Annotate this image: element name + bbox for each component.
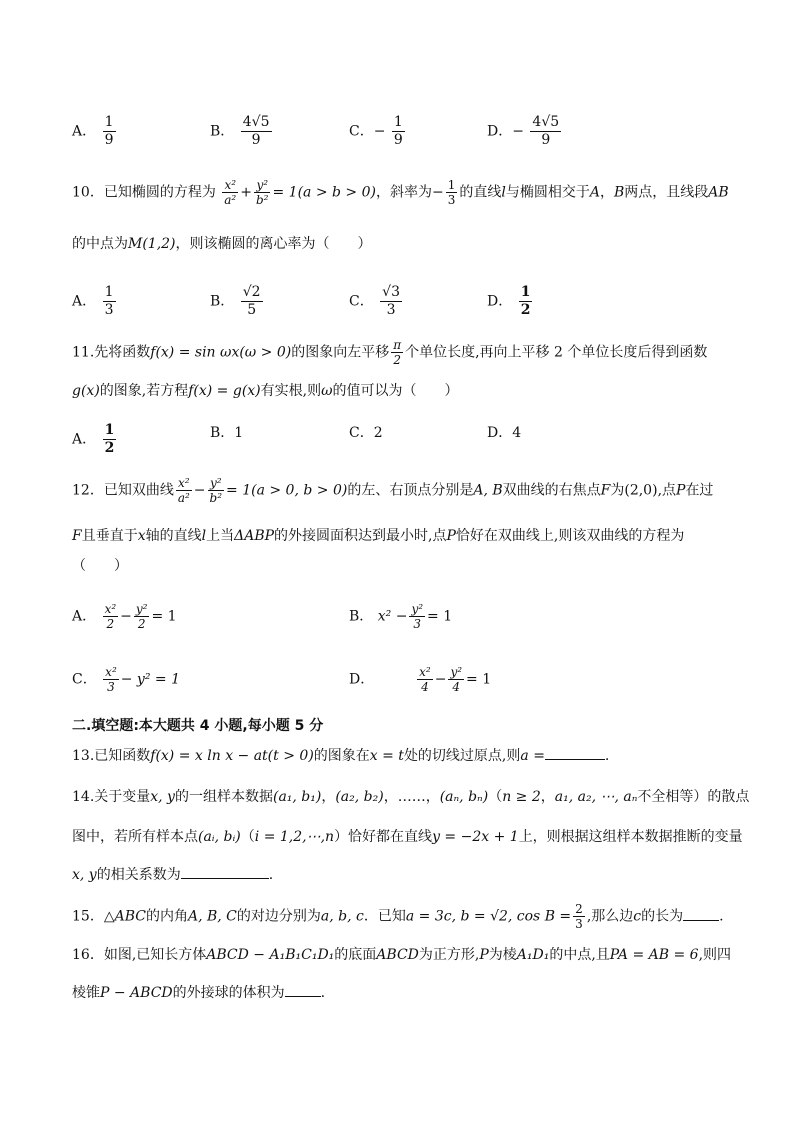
- denominator: 3: [386, 302, 396, 318]
- text: 的底面: [334, 947, 377, 963]
- q10-option-a[interactable]: [72, 284, 118, 319]
- denominator: 2: [393, 353, 401, 367]
- q10-option-b[interactable]: [210, 284, 265, 319]
- option-label: A．: [72, 293, 97, 310]
- numerator: y²: [450, 665, 463, 679]
- option-label: D．: [349, 671, 375, 688]
- numerator: 1: [393, 114, 403, 130]
- numerator: 2: [575, 902, 583, 916]
- equation: a =: [520, 748, 545, 764]
- fraction: [530, 114, 561, 149]
- line-equation: y = −2x + 1: [432, 829, 519, 845]
- fraction: [417, 665, 433, 694]
- point-m: M(1,2): [128, 236, 176, 252]
- text: 的值可以为（ ）: [332, 383, 459, 399]
- var-f: F: [600, 482, 611, 499]
- q9-option-d[interactable]: [487, 114, 563, 149]
- var-p: P: [479, 947, 489, 963]
- text: 的图象向左平移: [291, 344, 390, 361]
- var-b: B: [613, 184, 625, 201]
- denominator: 2: [104, 440, 115, 456]
- text: .: [719, 908, 724, 925]
- text: 上，则根据这组样本数据推断的变量: [518, 829, 743, 845]
- text: 两点，且线段: [624, 184, 709, 201]
- q15-stem: [72, 902, 724, 931]
- equation: x² −: [377, 608, 408, 625]
- triangle: ABC: [114, 908, 146, 925]
- text: 的图象,若方程: [99, 383, 189, 399]
- equation: = 1(a > 0, b > 0): [226, 482, 348, 499]
- denominator: 3: [107, 680, 115, 694]
- denominator: 3: [104, 302, 114, 318]
- numerator: 4√5: [532, 114, 560, 130]
- q12-stem-line2: [72, 525, 684, 547]
- numerator: x²: [419, 665, 431, 679]
- var-omega: ω: [321, 383, 333, 399]
- numerator: x²: [176, 476, 192, 491]
- answer-blank[interactable]: [181, 864, 269, 879]
- denominator: 2: [137, 617, 146, 631]
- denominator: 9: [393, 132, 403, 148]
- text: 13.已知函数: [72, 748, 151, 764]
- fraction: [380, 284, 402, 319]
- minus-sign: −: [434, 671, 447, 688]
- sample-point: (a₂, b₂): [335, 789, 384, 805]
- denominator: 2: [520, 302, 531, 318]
- option-label: D．: [487, 293, 513, 310]
- q11-option-b[interactable]: [210, 422, 243, 444]
- function-f: f(x) = sin ωx(ω > 0): [150, 344, 292, 361]
- fraction: [103, 422, 117, 457]
- q12-option-c[interactable]: [72, 665, 180, 694]
- q10-stem-line2: [72, 233, 372, 255]
- option-value: 2: [373, 425, 383, 441]
- minus-sign: −: [512, 123, 524, 140]
- q11-stem-line1: [72, 338, 707, 367]
- option-value: 4: [512, 425, 522, 441]
- denominator: 3: [575, 917, 583, 931]
- edge: A₁D₁: [516, 947, 550, 963]
- var-x: x: [137, 528, 146, 544]
- denominator: a²: [224, 193, 237, 207]
- text: ，: [540, 789, 555, 805]
- denominator: 5: [247, 302, 257, 318]
- text: 的对边分别为: [236, 908, 321, 925]
- base: ABCD: [376, 947, 419, 963]
- text: 的一组样本数据: [174, 789, 273, 805]
- var-c: c: [633, 908, 642, 925]
- fraction: [208, 476, 225, 505]
- numerator: 1: [104, 284, 114, 300]
- q16-stem-line1: [72, 944, 731, 966]
- q14-stem-line2: [72, 826, 743, 848]
- q14-stem-line3: [72, 864, 273, 886]
- numerator: 1: [447, 178, 456, 192]
- minus-sign: −: [373, 123, 386, 140]
- text: 处的切线过原点,则: [403, 748, 521, 764]
- text: .: [320, 985, 326, 1001]
- option-label: C．: [349, 293, 374, 310]
- q11-option-c[interactable]: [349, 422, 383, 444]
- condition: n ≥ 2: [502, 789, 541, 805]
- text: ，: [321, 789, 336, 805]
- q12-option-b[interactable]: [349, 602, 452, 631]
- text: 16．如图,已知长方体: [72, 947, 207, 963]
- sides: a, b, c: [320, 908, 364, 925]
- fraction: [176, 476, 192, 505]
- text: 的外接圆面积达到最小时,点: [274, 528, 447, 544]
- text: 与椭圆相交于: [505, 184, 590, 201]
- var-p: P: [676, 482, 686, 499]
- fraction: [222, 178, 238, 207]
- text: 15．△: [72, 908, 115, 925]
- numerator: √2: [242, 284, 261, 300]
- text: 的中点为: [72, 236, 128, 252]
- denominator: 9: [104, 132, 114, 148]
- fraction: [241, 114, 272, 149]
- minus-sign: −: [120, 608, 132, 625]
- equation: = 1: [151, 608, 177, 625]
- text: ,则四: [698, 947, 732, 963]
- numerator: 1: [104, 422, 115, 438]
- text: 为正方形,: [418, 947, 480, 963]
- fraction: [103, 284, 116, 319]
- text: ，则该椭圆的离心率为（ ）: [175, 236, 372, 252]
- text: 的左、右顶点分别是: [347, 482, 474, 499]
- fraction: [519, 284, 533, 319]
- q11-option-a[interactable]: [72, 422, 118, 457]
- denominator: 3: [413, 617, 422, 631]
- text: 12．已知双曲线: [72, 482, 174, 499]
- minus-sign: −: [431, 184, 444, 201]
- option-label: B．: [210, 123, 235, 140]
- equation: = 1: [466, 671, 492, 688]
- q9-option-b[interactable]: [210, 114, 274, 149]
- text: 的直线: [459, 184, 502, 201]
- option-label: C．: [72, 671, 97, 688]
- text: 在过: [685, 482, 714, 499]
- answer-blank[interactable]: [285, 982, 321, 997]
- denominator: 9: [251, 132, 261, 148]
- sample-point: (aᵢ, bᵢ): [198, 829, 241, 845]
- q9-option-c[interactable]: [349, 114, 407, 149]
- text: ，斜率为: [375, 184, 432, 201]
- option-label: A．: [72, 608, 97, 625]
- text: 个单位长度,再向上平移 2 个单位长度后得到函数: [405, 344, 708, 361]
- denominator: a²: [177, 491, 190, 505]
- numerator: 1: [104, 114, 114, 130]
- text: 的外接球的体积为: [172, 985, 285, 1001]
- text: 14.关于变量: [72, 789, 151, 805]
- text: （: [240, 829, 255, 845]
- fraction: [573, 902, 585, 931]
- q10-prefix: 10．已知椭圆的方程为: [72, 184, 216, 201]
- option-label: A．: [72, 123, 97, 140]
- q10-stem-line1: [72, 178, 729, 207]
- var-p: P: [446, 528, 456, 544]
- q10-option-d[interactable]: [487, 284, 534, 319]
- angles: A, B, C: [187, 908, 237, 925]
- option-label: A．: [72, 431, 97, 448]
- text: 的内角: [145, 908, 188, 925]
- text: ．已知: [363, 908, 406, 925]
- numerator: 1: [520, 284, 531, 300]
- text: .: [604, 748, 610, 764]
- text: ，: [425, 789, 440, 805]
- numerator: y²: [208, 476, 225, 491]
- option-value: 1: [234, 425, 244, 441]
- text: 且垂直于: [81, 528, 138, 544]
- option-label: D．: [487, 425, 513, 441]
- text: （: [488, 789, 503, 805]
- numerator: y²: [411, 602, 424, 616]
- sample-point: (a₁, b₁): [272, 789, 322, 805]
- denominator: 4: [421, 680, 429, 694]
- var-l: l: [501, 184, 506, 201]
- numerator: √3: [382, 284, 400, 300]
- denominator: 3: [447, 193, 456, 207]
- denominator: 9: [541, 132, 551, 148]
- denominator: b²: [209, 491, 223, 505]
- q10-option-c[interactable]: [349, 284, 404, 319]
- fraction: [103, 602, 119, 631]
- option-label: C．: [349, 123, 374, 140]
- text: 11.先将函数: [72, 344, 151, 361]
- ellipsis: ……: [397, 789, 426, 805]
- text: ）恰好都在直线: [334, 829, 433, 845]
- numerator: y²: [254, 178, 271, 193]
- text: 为棱: [488, 947, 517, 963]
- denominator: 4: [452, 680, 461, 694]
- option-label: C．: [349, 425, 374, 441]
- var-ab: AB: [708, 184, 729, 201]
- plus-sign: +: [240, 184, 252, 201]
- equation: = 1(a > b > 0): [272, 184, 376, 201]
- equation: − y² = 1: [120, 671, 180, 688]
- denominator: 2: [106, 617, 115, 631]
- denominator: b²: [255, 193, 269, 207]
- fraction: [103, 114, 116, 149]
- solid: ABCD − A₁B₁C₁D₁: [206, 947, 335, 963]
- fraction: [392, 114, 405, 149]
- q12-stem-line3: [72, 555, 128, 577]
- answer-blank[interactable]: [545, 745, 605, 760]
- answer-bracket: （ ）: [72, 558, 128, 574]
- text: 为: [610, 482, 625, 499]
- answer-blank[interactable]: [683, 906, 719, 921]
- text: 的长为: [641, 908, 684, 925]
- fraction: [446, 178, 458, 207]
- text: 的中点,且: [549, 947, 610, 963]
- text: ,那么边: [586, 908, 634, 925]
- q12-option-d[interactable]: [349, 665, 491, 694]
- numerator: x²: [222, 178, 238, 193]
- text: 图中，若所有样本点: [72, 829, 198, 845]
- q12-option-a[interactable]: [72, 602, 177, 631]
- q11-stem-line2: [72, 380, 459, 402]
- text: 的图象在: [313, 748, 370, 764]
- q11-option-d[interactable]: [487, 422, 521, 444]
- fraction: [103, 665, 119, 694]
- text: ，: [599, 184, 614, 201]
- sequence: a₁, a₂, ⋯, aₙ: [554, 789, 638, 805]
- vars-xy: x, y: [72, 867, 97, 883]
- fraction: [448, 665, 464, 694]
- equation: PA = AB = 6: [609, 947, 699, 963]
- point: (2,0): [624, 482, 658, 499]
- numerator: y²: [135, 602, 148, 616]
- text: ,点: [657, 482, 677, 499]
- numerator: π: [393, 338, 402, 352]
- function-f: f(x) = x ln x − at(t > 0): [150, 748, 314, 764]
- option-label: B．: [349, 608, 374, 625]
- vars-xy: x, y: [150, 789, 175, 805]
- text: 轴的直线: [145, 528, 202, 544]
- option-label: B．: [210, 293, 235, 310]
- minus-sign: −: [193, 482, 206, 499]
- text: 双曲线的右焦点: [502, 482, 601, 499]
- fraction: [254, 178, 271, 207]
- text: 的相关系数为: [96, 867, 181, 883]
- text: .: [268, 867, 274, 883]
- q12-stem-line1: [72, 476, 713, 505]
- equation: x = t: [369, 748, 404, 764]
- text: 恰好在双曲线上,则该双曲线的方程为: [455, 528, 685, 544]
- equation: a = 3c, b = √2, cos B =: [405, 908, 572, 925]
- q14-stem-line1: [72, 786, 749, 808]
- text: 棱锥: [72, 985, 100, 1001]
- text: 不全相等）的散点: [637, 789, 750, 805]
- text: 有实根,则: [260, 383, 322, 399]
- equation: f(x) = g(x): [188, 383, 261, 399]
- function-g: g(x): [72, 383, 100, 399]
- q9-option-a[interactable]: [72, 114, 118, 149]
- var-a: A: [589, 184, 600, 201]
- option-label: B．: [210, 425, 235, 441]
- var-l: l: [201, 528, 207, 544]
- var-f: F: [72, 528, 82, 544]
- triangle: ΔABP: [234, 528, 275, 544]
- fraction: [134, 602, 150, 631]
- numerator: x²: [104, 602, 117, 616]
- var-ab: A, B: [473, 482, 503, 499]
- fraction: [241, 284, 263, 319]
- pyramid: P − ABCD: [100, 985, 173, 1001]
- q16-stem-line2: [72, 982, 325, 1004]
- numerator: 4√5: [242, 114, 270, 130]
- equation: = 1: [427, 608, 453, 625]
- sample-point: (aₙ, bₙ): [439, 789, 489, 805]
- section-heading: 二.填空题:本大题共 4 小题,每小题 5 分: [72, 718, 324, 734]
- text: ，: [383, 789, 398, 805]
- index-range: i = 1,2,⋯,n: [254, 829, 335, 845]
- numerator: x²: [105, 665, 117, 679]
- option-label: D．: [487, 123, 513, 140]
- fraction: [391, 338, 403, 367]
- text: 上当: [206, 528, 235, 544]
- fraction: [409, 602, 425, 631]
- q13-stem: [72, 745, 609, 767]
